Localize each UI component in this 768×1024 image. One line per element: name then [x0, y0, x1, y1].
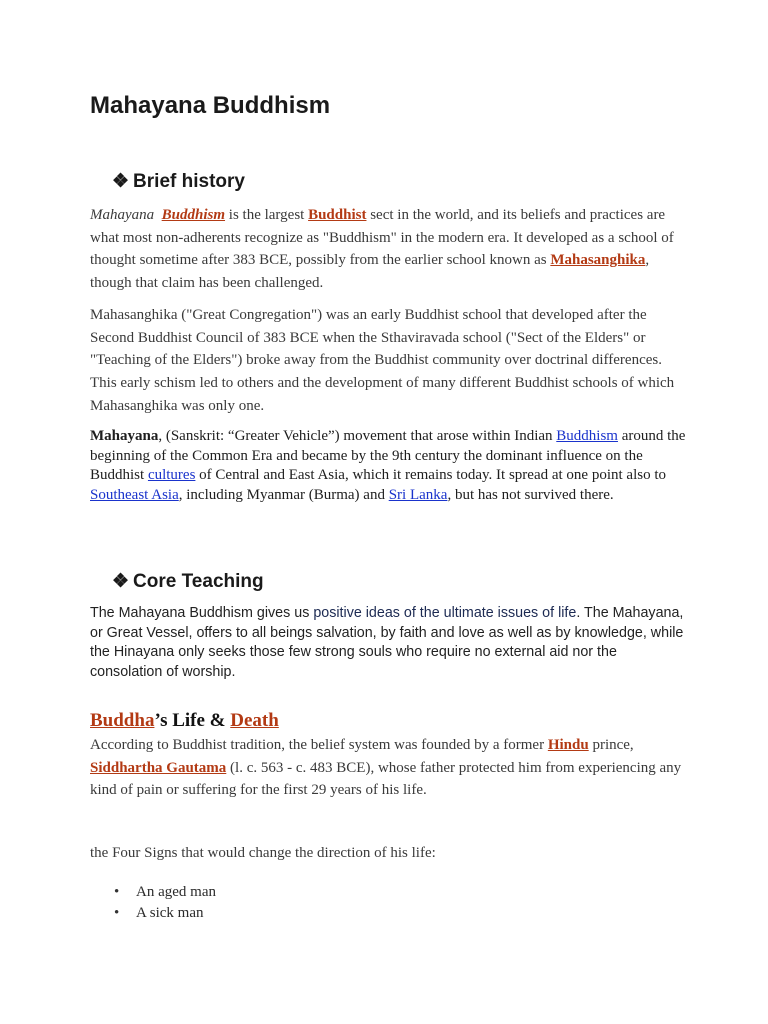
history-paragraph-2: Mahasanghika ("Great Congregation") was an early Buddhist school that developed after the Second Buddhist Council of 383 BCE when the Sthaviravada school ("Sect of the Elders" or "Teaching of the Elders") broke away from the Buddhist community over doctrinal differences. This early schism led to others and the development of many different Buddhist schools of which Mahasanghika was only one. [90, 307, 675, 414]
paragraph-text: The Mahayana Buddhism gives us [90, 605, 314, 621]
bold-term: Mahayana [90, 428, 159, 444]
link-buddhist[interactable]: Buddhist [308, 207, 367, 223]
link-sri-lanka[interactable]: Sri Lanka [388, 486, 448, 503]
list-item: • An aged man [90, 882, 216, 903]
section-heading-life-death [90, 710, 279, 732]
highlighted-phrase: positive ideas of the ultimate issues of life [313, 605, 577, 621]
paragraph-text: sect in the world, and its beliefs and practices are what most non-adherents recognize as "Buddhism" in the modern era. It developed as a school of thought sometime after 383 BCE, possibly from the earlier school known as [90, 207, 674, 269]
paragraph-text: . The Mahayana, or Great Vessel, offers to all beings salvation, by faith and love as well as by knowledge, while the Hinayana only seeks those few strong souls who require no external aid nor the consolation of worship. [90, 605, 684, 680]
link-buddha[interactable]: Buddha [90, 710, 155, 731]
paragraph-text: prince, [588, 737, 634, 753]
paragraph-text: is the largest [225, 207, 309, 223]
link-siddhartha-gautama[interactable]: Siddhartha Gautama [90, 759, 227, 776]
heading-text: ’s Life & [154, 710, 231, 731]
link-buddhism-2[interactable]: Buddhism [556, 428, 618, 444]
section-heading-brief-history [112, 170, 245, 193]
paragraph-text: , (Sanskrit: “Greater Vehicle”) movement that arose within Indian [158, 428, 557, 444]
history-paragraph-1 [90, 204, 690, 295]
section-heading-label: Core Teaching [133, 571, 264, 592]
emphasis-text: Mahayana [90, 207, 155, 223]
paragraph-text: of Central and East Asia, which it remains today. It spread at one point also to [195, 467, 667, 484]
link-buddhism[interactable]: Buddhism [161, 207, 226, 223]
page-title: Mahayana Buddhism [90, 92, 331, 119]
link-death[interactable]: Death [230, 710, 279, 731]
life-paragraph-2: the Four Signs that would change the direction of his life: [90, 845, 436, 861]
life-paragraph-1 [90, 734, 690, 802]
core-teaching-paragraph [90, 604, 690, 682]
paragraph-text: around the beginning of the Common Era and became by the 9th century the dominant influence on the Buddhist [90, 428, 686, 484]
link-hindu[interactable]: Hindu [547, 737, 589, 753]
paragraph-text: , though that claim has been challenged. [90, 252, 650, 292]
link-cultures[interactable]: cultures [147, 467, 196, 484]
link-mahasanghika[interactable]: Mahasanghika [550, 252, 646, 269]
paragraph-text: , but has not survived there. [447, 486, 614, 503]
diamond-bullet-icon: ❖ [112, 571, 130, 592]
paragraph-text: , including Myanmar (Burma) and [178, 486, 389, 503]
diamond-bullet-icon: ❖ [112, 171, 130, 192]
link-southeast-asia[interactable]: Southeast Asia [90, 486, 179, 503]
list-item: • A sick man [90, 903, 216, 924]
four-signs-list [90, 882, 216, 924]
paragraph-text: According to Buddhist tradition, the belief system was founded by a former [90, 737, 548, 753]
section-heading-label: Brief history [133, 171, 245, 192]
history-paragraph-3 [90, 427, 690, 505]
paragraph-text: (l. c. 563 - c. 483 BCE), whose father protected him from experiencing any kind of pain or suffering for the first 29 years of his life. [90, 759, 682, 799]
section-heading-core-teaching [112, 570, 264, 593]
